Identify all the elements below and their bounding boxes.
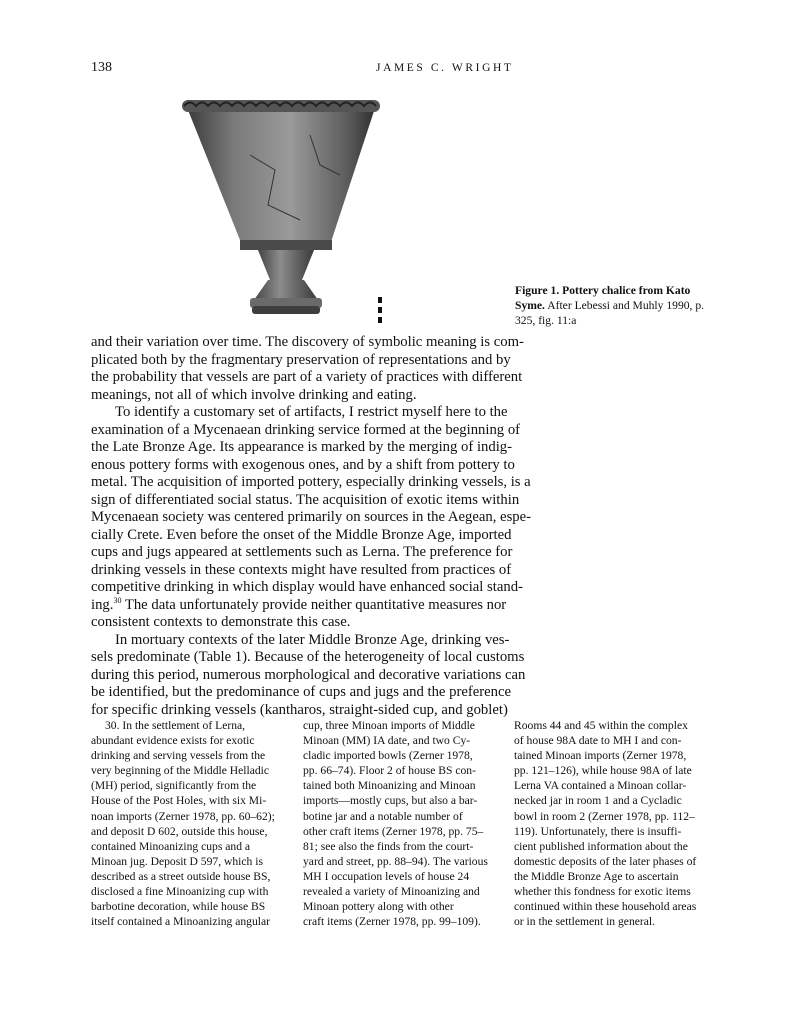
text-line: for specific drinking vessels (kantharos, straight-sided cup, and goblet) — [91, 701, 508, 718]
text-line: be identified, but the predominance of cups and jugs and the preference — [91, 684, 512, 700]
footnote-line: Lerna VA contained a Minoan collar- — [514, 779, 687, 793]
footnote-line: 30. In the settlement of Lerna, — [105, 719, 246, 732]
footnote-line: drinking and serving vessels from the — [91, 749, 266, 763]
footnote-line: revealed a variety of Minoanizing and — [303, 885, 480, 899]
footnote-column-1 — [91, 718, 289, 929]
footnote-line: of house 98A date to MH I and con- — [514, 734, 682, 748]
text-line: To identify a customary set of artifacts, I restrict myself here to the — [115, 404, 508, 420]
text-fragment: The data unfortunately provide neither quantitative measures nor — [121, 596, 507, 613]
figure-caption-label: Figure 1. Pottery chalice from Kato Syme. — [515, 284, 691, 312]
text-line: during this period, numerous morphological and decorative variations can — [91, 666, 526, 683]
footnote-line: contained Minoanizing cups and a — [91, 839, 251, 853]
text-line: sign of differentiated social status. The acquisition of exotic items within — [91, 491, 520, 508]
footnote-column-3 — [514, 718, 712, 929]
footnote-line: Minoan jug. Deposit D 597, which is — [91, 854, 263, 868]
footnote-line: whether this fondness for exotic items — [514, 885, 691, 899]
paragraph-3 — [91, 631, 526, 720]
text-line: meanings, not all of which involve drinking and eating. — [91, 386, 417, 403]
text-line: sels predominate (Table 1). Because of the heterogeneity of local customs — [91, 649, 525, 665]
text-line: competitive drinking in which display would have enhanced social stand- — [91, 579, 523, 595]
footnote-line: or in the settlement in general. — [514, 915, 656, 929]
footnote-line: cladic imported bowls (Zerner 1978, — [303, 749, 473, 763]
text-line: the Late Bronze Age. Its appearance is marked by the merging of indig- — [91, 439, 513, 455]
footnote-line: necked jar in room 1 and a Cycladic — [514, 794, 682, 808]
text-line: In mortuary contexts of the later Middle Bronze Age, drinking ves- — [115, 631, 510, 648]
page-number: 138 — [91, 60, 112, 75]
footnote-line: pp. 66–74). Floor 2 of house BS con- — [303, 764, 476, 778]
footnote-line: tained both Minoanizing and Minoan — [303, 779, 476, 793]
text-line: consistent contexts to demonstrate this case. — [91, 614, 351, 630]
footnote-line: imports—mostly cups, but also a bar- — [303, 794, 478, 808]
running-head: JAMES C. WRIGHT — [376, 62, 514, 74]
text-line: plicated both by the fragmentary preservation of representations and by — [91, 351, 511, 368]
footnote-line: other craft items (Zerner 1978, pp. 75– — [303, 824, 484, 838]
footnote-line: Minoan pottery along with other — [303, 900, 454, 914]
footnote-line: domestic deposits of the later phases of — [514, 854, 697, 868]
footnote-line: bowl in room 2 (Zerner 1978, pp. 112– — [514, 809, 695, 823]
text-fragment: ing. — [91, 596, 114, 613]
footnote-line: the Middle Bronze Age to ascertain — [514, 869, 679, 883]
footnote-line: 119). Unfortunately, there is insuffi- — [514, 824, 682, 838]
footnote-line: continued within these household areas — [514, 900, 697, 914]
figure-caption — [515, 283, 705, 328]
text-line: metal. The acquisition of imported pottery, especially drinking vessels, is a — [91, 474, 531, 490]
text-line: cially Crete. Even before the onset of the Middle Bronze Age, imported — [91, 526, 512, 543]
footnote-line: craft items (Zerner 1978, pp. 99–109). — [303, 915, 481, 929]
footnote-ref-30[interactable]: 30 — [113, 595, 122, 605]
figure-caption-text: After Lebessi and Muhly 1990, p. 325, fig. 11:a — [515, 299, 705, 327]
footnote-line: House of the Post Holes, with six Mi- — [91, 794, 267, 808]
paragraph-1 — [91, 334, 524, 404]
text-line — [91, 595, 507, 615]
footnote-line: very beginning of the Middle Helladic — [91, 764, 270, 778]
footnote-line: MH I occupation levels of house 24 — [303, 869, 470, 883]
main-text — [91, 334, 532, 719]
footnote-line: and deposit D 602, outside this house, — [91, 824, 268, 838]
footnote-line: cient published information about the — [514, 839, 688, 853]
footnote-line: disclosed a fine Minoanizing cup with — [91, 885, 269, 899]
footnote-line: (MH) period, significantly from the — [91, 779, 257, 793]
text-line: and their variation over time. The discovery of symbolic meaning is com- — [91, 334, 524, 350]
text-line: examination of a Mycenaean drinking service formed at the beginning of — [91, 421, 521, 438]
footnote-line: barbotine decoration, while house BS — [91, 900, 266, 914]
footnote-line: Rooms 44 and 45 within the complex — [514, 719, 688, 732]
text-line: cups and jugs appeared at settlements such as Lerna. The preference for — [91, 544, 513, 560]
footnote-line: cup, three Minoan imports of Middle — [303, 719, 475, 732]
footnote-line: yard and street, pp. 88–94). The various — [303, 854, 488, 868]
text-line: the probability that vessels are part of a variety of practices with different — [91, 369, 523, 385]
footnote-line: itself contained a Minoanizing angular — [91, 915, 271, 929]
text-line: Mycenaean society was centered primarily on sources in the Aegean, espe- — [91, 509, 532, 525]
footnote-line: noan imports (Zerner 1978, pp. 60–62); — [91, 809, 275, 823]
paragraph-2 — [91, 404, 532, 632]
footnote-line: described as a street outside house BS, — [91, 869, 271, 883]
footnote-line: Minoan (MM) IA date, and two Cy- — [303, 734, 471, 748]
text-line: drinking vessels in these contexts might have resulted from practices of — [91, 561, 512, 578]
footnote-line: tained Minoan imports (Zerner 1978, — [514, 749, 687, 763]
footnote-line: abundant evidence exists for exotic — [91, 734, 255, 748]
footnote-column-2 — [303, 718, 501, 929]
footnote-line: botine jar and a notable number of — [303, 809, 463, 823]
chalice-photo-icon — [180, 95, 390, 323]
footnote-line: pp. 121–126), while house 98A of late — [514, 764, 692, 778]
footnote-line: 81; see also the finds from the court- — [303, 839, 474, 853]
text-line: enous pottery forms with exogenous ones, and by a shift from pottery to — [91, 456, 515, 473]
